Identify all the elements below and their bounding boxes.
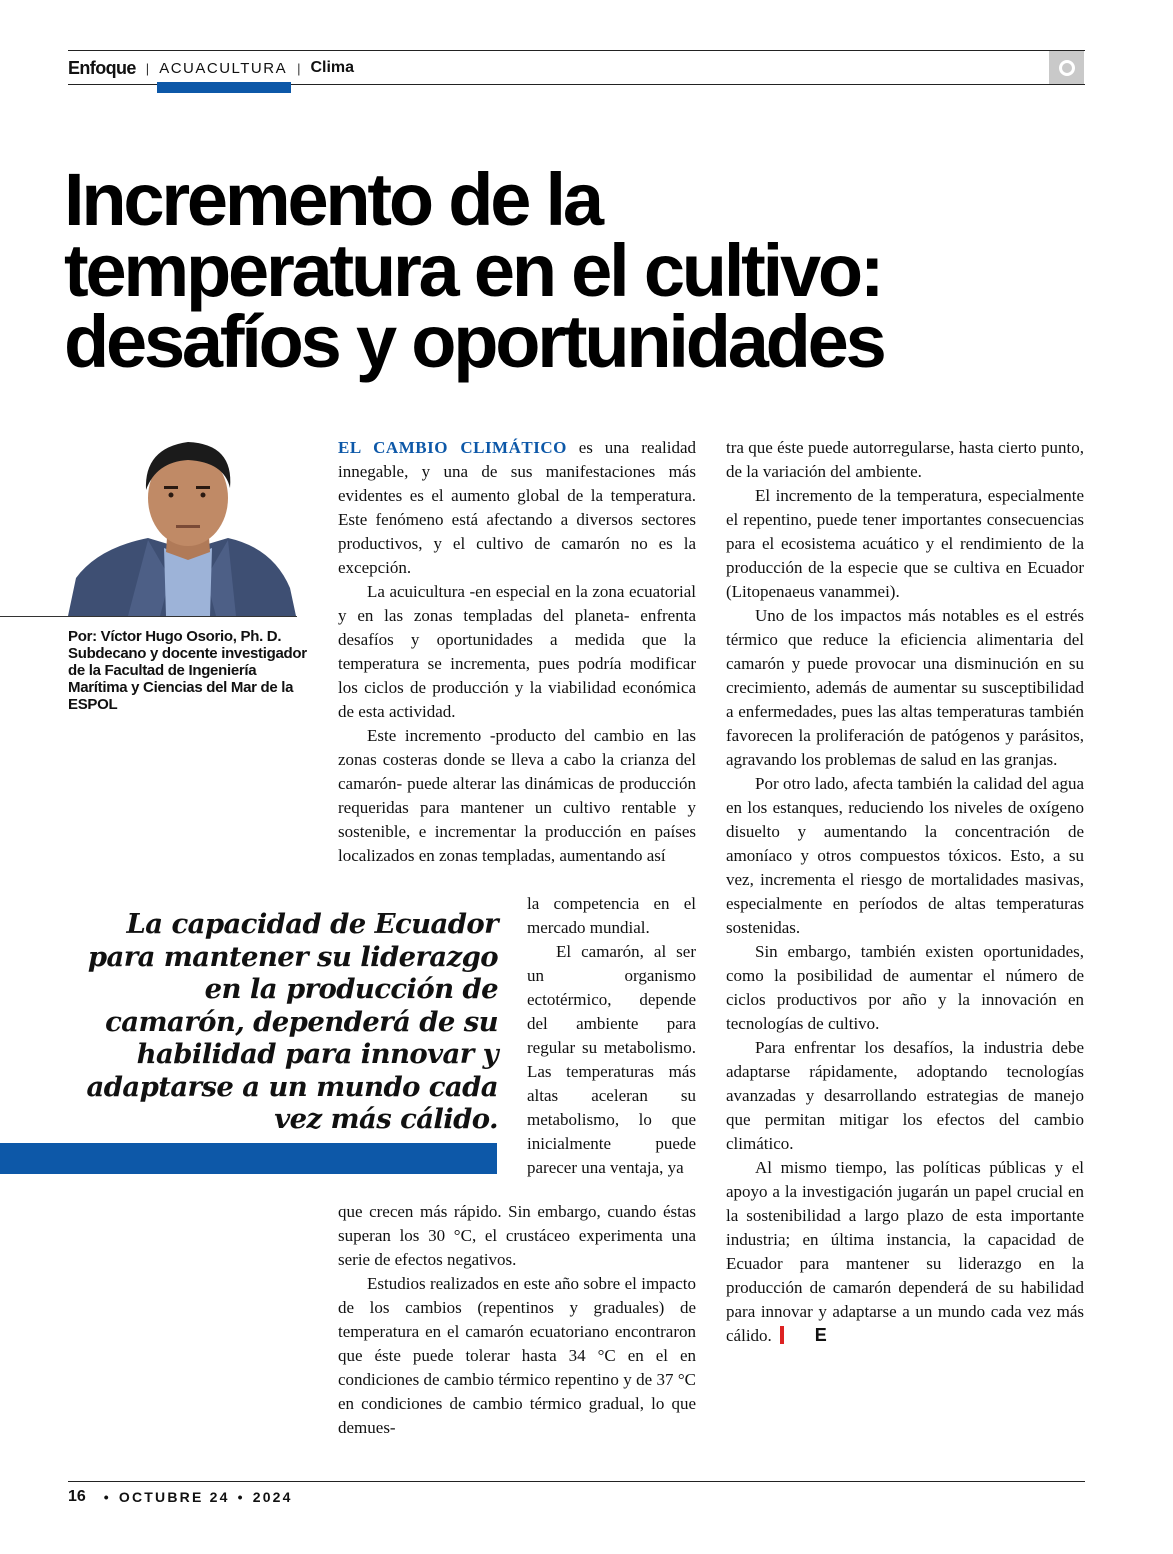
brand-logo-icon [1049,51,1084,84]
magazine-brand: Enfoque [68,57,136,78]
section-header [68,57,354,79]
body-paragraph: La acuicultura -en especial en la zona ecuatorial y en las zonas templadas del planeta- enfrenta desafíos y oportunidades a medida que la temperatura se incrementa, pues podría modificar los ciclos de producción y la viabilidad económica de esta actividad. [338,582,696,721]
body-column-2 [726,436,1084,1348]
section-accent-bar [157,82,291,93]
author-role: Subdecano y docente investigador de la Facultad de Ingeniería Marítima y Ciencias del Mar de la ESPOL [68,645,307,713]
body-paragraph: Estudios realizados en este año sobre el impacto de los cambios (repentinos y graduales) de temperatura en el camarón ecuatoriano encontraron que éste puede tolerar hasta 34 °C en el en condiciones de cambio térmico repentino y de 37 °C en condiciones de cambio térmico gradual, lo que demues- [338,1274,696,1437]
article-title [64,158,1064,383]
header-separator: | [297,60,301,76]
body-column-1-narrow [527,892,696,1180]
title-line: desafíos y oportunidades [64,300,884,383]
title-line: Incremento de la [64,158,601,241]
section-label: ACUACULTURA [159,59,288,77]
body-paragraph: la competencia en el mercado mundial. [527,894,696,937]
author-portrait-icon [68,428,296,616]
body-paragraph: El camarón, al ser un organismo ectotérmico, depende del ambiente para regular su metabolismo. Las temperaturas más altas aceleran su metabolismo, lo que inicialmente puede parecer una ventaja, ya [527,942,696,1177]
body-paragraph: El incremento de la temperatura, especialmente el repentino, puede tener importantes consecuencias para el ecosistema acuático y el rendimiento de la producción de la especie que se cultiva en Ecuador (Litopenaeus vanammei). [726,486,1084,601]
pull-quote: La capacidad de Ecuador para mantener su liderazgo en la producción de camarón, dependerá de su habilidad para innovar y adaptarse a un mundo cada vez más cálido. [86,908,498,1135]
body-paragraph: que crecen más rápido. Sin embargo, cuando éstas superan los 30 °C, el crustáceo experimenta una serie de efectos negativos. [338,1202,696,1269]
subsection-label: Clima [310,59,355,76]
footer-dot: • [237,1489,245,1505]
title-line: temperatura en el cultivo: [64,229,882,312]
end-mark-icon: E [780,1326,827,1344]
page-number: 16 [68,1488,86,1505]
body-paragraph: Para enfrentar los desafíos, la industria debe adaptarse rápidamente, adoptando tecnologías avanzadas y desarrollando estrategias de manejo que permitan mitigar los efectos del cambio climático. [726,1038,1084,1153]
body-column-1 [338,436,696,868]
body-paragraph: Sin embargo, también existen oportunidades, como la posibilidad de aumentar el número de ciclos productivos por año y la innovación en tecnologías de cultivo. [726,942,1084,1033]
header-rule-top [68,50,1085,51]
paragraph-text: Al mismo tiempo, las políticas públicas y el apoyo a la investigación jugarán un papel crucial en la sostenibilidad a largo plazo de esta importante industria; en última instancia, la capacidad de Ecuador para mantener su liderazgo en la producción de camarón dependerá de su habilidad para innovar y adaptarse a un mundo cada vez más cálido. [726,1158,1084,1345]
body-paragraph: Uno de los impactos más notables es el estrés térmico que reduce la eficiencia alimentaria del camarón y puede provocar una disminución en su crecimiento, además de aumentar su susceptibilidad a enfermedades, pues las altas temperaturas también favorecen la proliferación de patógenos y parásitos, agravando los problemas de salud en las granjas. [726,606,1084,769]
issue-date: OCTUBRE 24 [118,1489,230,1505]
issue-year: 2024 [252,1489,293,1505]
footer-rule [68,1481,1085,1482]
body-paragraph: Este incremento -producto del cambio en las zonas costeras donde se lleva a cabo la crianza del camarón- puede alterar las dinámicas de producción requeridas para mantener un cultivo rentable y sostenible, e incrementar la producción en países localizados en zonas templadas, aumentando así [338,726,696,865]
author-byline [68,628,308,713]
body-paragraph [726,1156,1084,1348]
author-photo [68,428,296,616]
body-paragraph [338,436,696,580]
header-separator: | [145,60,150,76]
body-column-1-bottom [338,1200,696,1440]
body-paragraph: Por otro lado, afecta también la calidad del agua en los estanques, reduciendo los niveles de oxígeno disuelto y aumentando la concentración de amoníaco y otros compuestos tóxicos. Esto, a su vez, incrementa el riesgo de mortalidades masivas, especialmente en períodos de altas temperaturas sostenidas. [726,774,1084,937]
author-name: Por: Víctor Hugo Osorio, Ph. D. [68,628,282,645]
pull-quote-accent-bar [0,1143,497,1174]
body-paragraph: tra que éste puede autorregularse, hasta cierto punto, de la variación del ambiente. [726,438,1084,481]
footer-dot: • [103,1489,111,1505]
photo-divider [0,616,297,617]
page-footer [68,1488,293,1506]
lead-in: EL CAMBIO CLIMÁTICO [338,438,567,457]
paragraph-text: es una realidad innegable, y una de sus manifestaciones más evidentes es el aumento global de la temperatura. Este fenómeno está afectando a diversos sectores productivos, y el cultivo de camarón no es la excepción. [338,438,697,577]
